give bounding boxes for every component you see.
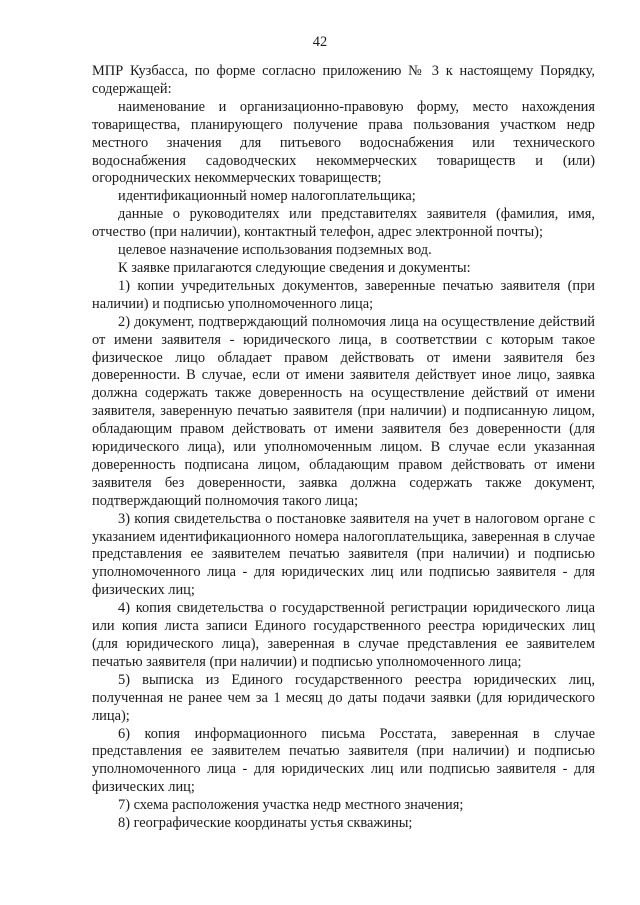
list-item: 5) выписка из Единого государственного реестра юридических лиц, полученная не ранее чем за 1 месяц до даты подачи заявки (для юридического лица); (92, 671, 595, 724)
paragraph: МПР Кузбасса, по форме согласно приложению № 3 к настоящему Порядку, содержащей: (92, 63, 595, 97)
list-item: 6) копия информационного письма Росстата, заверенная в случае представления ее заявителем печатью заявителя (при наличии) и подписью уполномоченного лица - для юридических лиц или подписью заявителя - для физических лиц; (92, 725, 595, 796)
document-body (92, 63, 595, 833)
list-item: 2) документ, подтверждающий полномочия лица на осуществление действий от имени заявителя - юридического лица, в соответствии с которым такое физическое лицо обладает правом действовать от имени заявителя без доверенности. В случае, если от имени заявителя действует иное лицо, заявка должна содержать также доверенность на осуществление действий от имени заявителя, заверенную печатью заявителя (при наличии) и подписанную лицом, обладающим правом действовать от имени заявителя без доверенности (для юридического лица), или уполномоченным лицом. В случае если указанная доверенность подписана лицом, обладающим правом действовать от имени заявителя без доверенности, заявка должна содержать также документ, подтверждающий полномочия такого лица; (92, 313, 595, 509)
list-item: 3) копия свидетельства о постановке заявителя на учет в налоговом органе с указанием идентификационного номера налогоплательщика, заверенная в случае представления ее заявителем печатью заявителя (при наличии) и подписью уполномоченного лица - для юридических лиц или подписью заявителя - для физических лиц; (92, 510, 595, 599)
paragraph: идентификационный номер налогоплательщика; (118, 188, 416, 205)
page-number: 42 (312, 34, 328, 50)
list-item: 4) копия свидетельства о государственной регистрации юридического лица или копия листа записи Единого государственного реестра юридических лиц (для юридического лица), заверенная в случае представления ее заявителем печатью заявителя (при наличии) и подписью уполномоченного лица; (92, 600, 595, 670)
paragraph: данные о руководителях или представителях заявителя (фамилия, имя, отчество (при наличии), контактный телефон, адрес электронной почты); (92, 206, 595, 241)
paragraph: целевое назначение использования подземных вод. (118, 242, 432, 259)
paragraph: К заявке прилагаются следующие сведения и документы: (118, 259, 471, 276)
list-item: 1) копии учредительных документов, заверенные печатью заявителя (при наличии) и подписью уполномоченного лица; (92, 277, 595, 312)
list-item: 7) схема расположения участка недр местного значения; (118, 797, 464, 814)
paragraph: наименование и организационно-правовую форму, место нахождения товарищества, планирующего получение права пользования участком недр местного значения для питьевого водоснабжения или технического водоснабжения садоводческих некоммерческих товариществ и (или) огороднических некоммерческих товариществ; (92, 98, 595, 187)
list-item: 8) географические координаты устья скважины; (118, 815, 413, 832)
